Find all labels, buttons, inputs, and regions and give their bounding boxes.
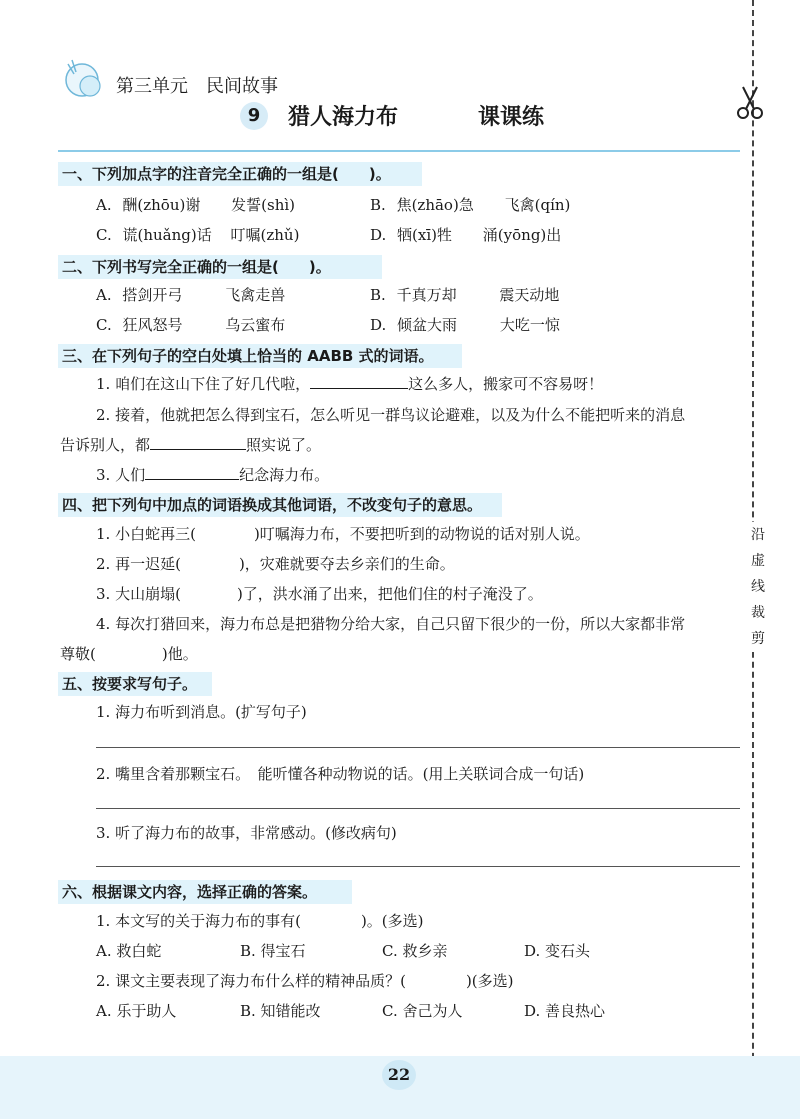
practice-label: 课课练 — [478, 105, 545, 130]
s2-option-a: A. 搭剑开弓 飞禽走兽 — [96, 286, 286, 304]
header-divider — [58, 150, 740, 152]
s6-q2-option-b: B. 知错能改 — [240, 1002, 321, 1020]
s6-q1-option-d: D. 变石头 — [524, 942, 591, 960]
s3-question-1: 1. 咱们在这山下住了好几代啦， 这么多人，搬家可不容易呀！ — [96, 375, 604, 393]
s1-option-a: A. 酬(zhōu)谢 发誓(shì) — [96, 196, 296, 214]
s4-question-1: 1. 小白蛇再三( )叮嘱海力布，不要把听到的动物说的话对别人说。 — [96, 525, 590, 543]
s6-question-1: 1. 本文写的关于海力布的事有( )。(多选) — [96, 912, 424, 930]
s5-q2-answer-line[interactable] — [96, 808, 740, 809]
s3-q2-blank[interactable] — [150, 435, 246, 450]
s1-option-c: C. 谎(huǎng)话 叮嘱(zhǔ) — [96, 226, 300, 244]
section-4-title: 四、把下列句中加点的词语换成其他词语，不改变句子的意思。 — [58, 493, 502, 517]
s5-q1-answer-line[interactable] — [96, 747, 740, 748]
s4-question-4-line1: 4. 每次打猎回来，海力布总是把猎物分给大家，自己只留下很少的一份，所以大家都非常 — [96, 615, 686, 633]
s3-q3-blank[interactable] — [145, 465, 239, 480]
s3-question-3: 3. 人们 纪念海力布。 — [96, 466, 330, 484]
s4-question-2: 2. 再一迟延( )，灾难就要夺去乡亲们的生命。 — [96, 555, 455, 573]
s1-option-b: B. 焦(zhāo)急 飞禽(qín) — [370, 196, 571, 214]
page-number: 22 — [382, 1060, 416, 1090]
s6-q1-option-a: A. 救白蛇 — [96, 942, 162, 960]
s5-question-2: 2. 嘴里含着那颗宝石。 能听懂各种动物说的话。(用上关联词合成一句话) — [96, 765, 585, 783]
s5-q3-answer-line[interactable] — [96, 866, 740, 867]
s2-option-c: C. 狂风怒号 乌云蜜布 — [96, 316, 286, 334]
s5-question-1: 1. 海力布听到消息。(扩写句子) — [96, 703, 307, 721]
s2-option-b: B. 千真万却 震天动地 — [370, 286, 560, 304]
s6-q1-option-c: C. 救乡亲 — [382, 942, 448, 960]
s6-q2-option-c: C. 舍己为人 — [382, 1002, 463, 1020]
unit-title: 第三单元 民间故事 — [116, 76, 278, 97]
section-2-title: 二、下列书写完全正确的一组是( )。 — [58, 255, 382, 279]
section-1-title: 一、下列加点字的注音完全正确的一组是( )。 — [58, 162, 422, 186]
lesson-title: 猎人海力布 — [288, 105, 399, 130]
unit-logo-icon — [60, 56, 112, 106]
s3-question-2-line1: 2. 接着，他就把怎么得到宝石，怎么听见一群鸟议论避难，以及为什么不能把听来的消息 — [96, 406, 686, 424]
s6-q2-option-a: A. 乐于助人 — [96, 1002, 177, 1020]
section-6-title: 六、根据课文内容，选择正确的答案。 — [58, 880, 352, 904]
s3-q1-blank[interactable] — [310, 374, 408, 389]
scissors-icon — [735, 85, 765, 121]
lesson-number: 9 — [240, 102, 268, 130]
s2-option-d: D. 倾盆大雨 大吃一惊 — [370, 316, 560, 334]
s4-question-4-line2: 尊敬( )他。 — [60, 645, 198, 663]
s3-question-2-line2: 告诉别人，都 照实说了。 — [60, 436, 322, 454]
s5-question-3: 3. 听了海力布的故事，非常感动。(修改病句) — [96, 824, 397, 842]
s6-question-2: 2. 课文主要表现了海力布什么样的精神品质？( )(多选) — [96, 972, 514, 990]
s6-q2-option-d: D. 善良热心 — [524, 1002, 606, 1020]
s4-question-3: 3. 大山崩塌( )了，洪水涌了出来，把他们住的村子淹没了。 — [96, 585, 543, 603]
section-5-title: 五、按要求写句子。 — [58, 672, 212, 696]
s6-q1-option-b: B. 得宝石 — [240, 942, 306, 960]
s1-option-d: D. 牺(xī)牲 涌(yōng)出 — [370, 226, 562, 244]
section-3-title: 三、在下列句子的空白处填上恰当的 AABB 式的词语。 — [58, 344, 462, 368]
cut-instruction: 沿 虚 线 裁 剪 — [748, 522, 768, 652]
